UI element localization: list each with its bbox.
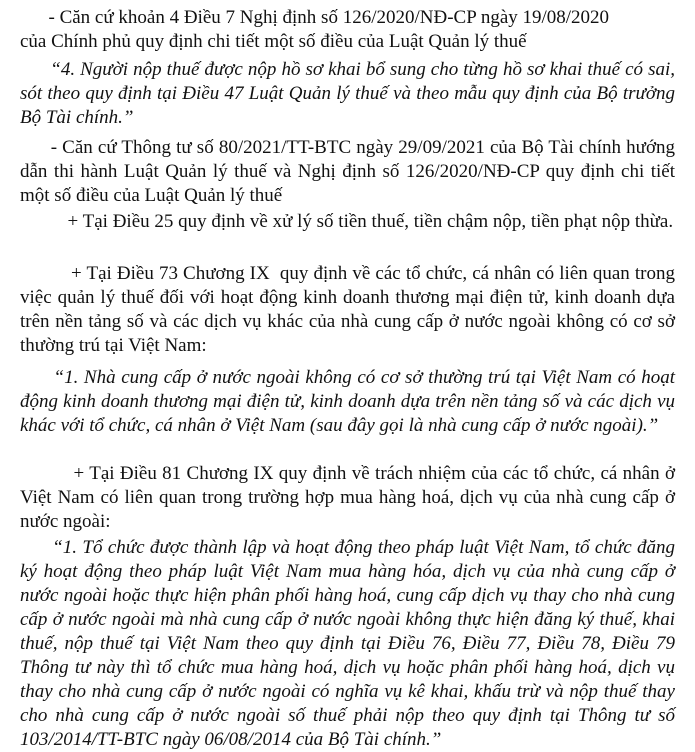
quote-article-73-clause-1: “1. Nhà cung cấp ở nước ngoài không có cơ sở thường trú tại Việt Nam có hoạt động kinh doanh thương mại điện tử, kinh doanh dựa trên nền tảng số và các dịch vụ khác với tổ chức, cá nhân ở Việt Nam (sau đây gọi là nhà cung cấp ở nước ngoài).” (20, 367, 680, 436)
paragraph-article-25: + Tại Điều 25 quy định về xử lý số tiền thuế, tiền chậm nộp, tiền phạt nộp thừa. (20, 211, 674, 232)
paragraph-first-line: - Căn cứ khoản 4 Điều 7 Nghị định số 126/2020/NĐ-CP ngày 19/08/2020 (20, 7, 610, 28)
paragraph-article-73: + Tại Điều 73 Chương IX quy định về các tổ chức, cá nhân có liên quan trong việc quản lý thuế đối với hoạt động kinh doanh thương mại điện tử, kinh doanh dựa trên nền tảng số và các dịch vụ khác của nhà cung cấp ở nước ngoài không có cơ sở thường trú tại Việt Nam: (20, 263, 680, 356)
quote-article-81-clause-1: “1. Tổ chức được thành lập và hoạt động theo pháp luật Việt Nam, tổ chức đăng ký hoạt động theo pháp luật Việt Nam mua hàng hóa, dịch vụ của nhà cung cấp ở nước ngoài hoặc thực hiện phân phối hàng hoá, cung cấp dịch vụ thay cho nhà cung cấp ở nước ngoài mà nhà cung cấp ở nước ngoài không thực hiện đăng ký thuế, khai thuế, nộp thuế tại Việt Nam theo quy định tại Điều 76, Điều 77, Điều 78, Điều 79 Thông tư này thì tổ chức mua hàng hoá, dịch vụ hoặc phân phối hàng hoá, dịch vụ thay cho nhà cung cấp ở nước ngoài có nghĩa vụ kê khai, khấu trừ và nộp thuế thay cho nhà cung cấp ở nước ngoài số thuế phải nộp theo quy định tại Thông tư số 103/2014/TT-BTC ngày 06/08/2014 của Bộ Tài chính.” (20, 537, 680, 750)
paragraph-legal-basis-decree (20, 6, 675, 54)
paragraph-text: của Chính phủ quy định chi tiết một số điều của Luật Quản lý thuế (20, 31, 527, 52)
paragraph-article-81: + Tại Điều 81 Chương IX quy định về trách nhiệm của các tổ chức, cá nhân ở Việt Nam có liên quan trong trường hợp mua hàng hoá, dịch vụ của nhà cung cấp ở nước ngoài: (20, 463, 680, 532)
paragraph-legal-basis-circular: - Căn cứ Thông tư số 80/2021/TT-BTC ngày 29/09/2021 của Bộ Tài chính hướng dẫn thi hành Luật Quản lý thuế và Nghị định số 126/2020/NĐ-CP quy định chi tiết một số điều của Luật Quản lý thuế (20, 137, 680, 206)
quote-decree-clause-4: “4. Người nộp thuế được nộp hồ sơ khai bổ sung cho từng hồ sơ khai thuế có sai, sót theo quy định tại Điều 47 Luật Quản lý thuế và theo mẫu quy định của Bộ trưởng Bộ Tài chính.” (20, 59, 680, 128)
